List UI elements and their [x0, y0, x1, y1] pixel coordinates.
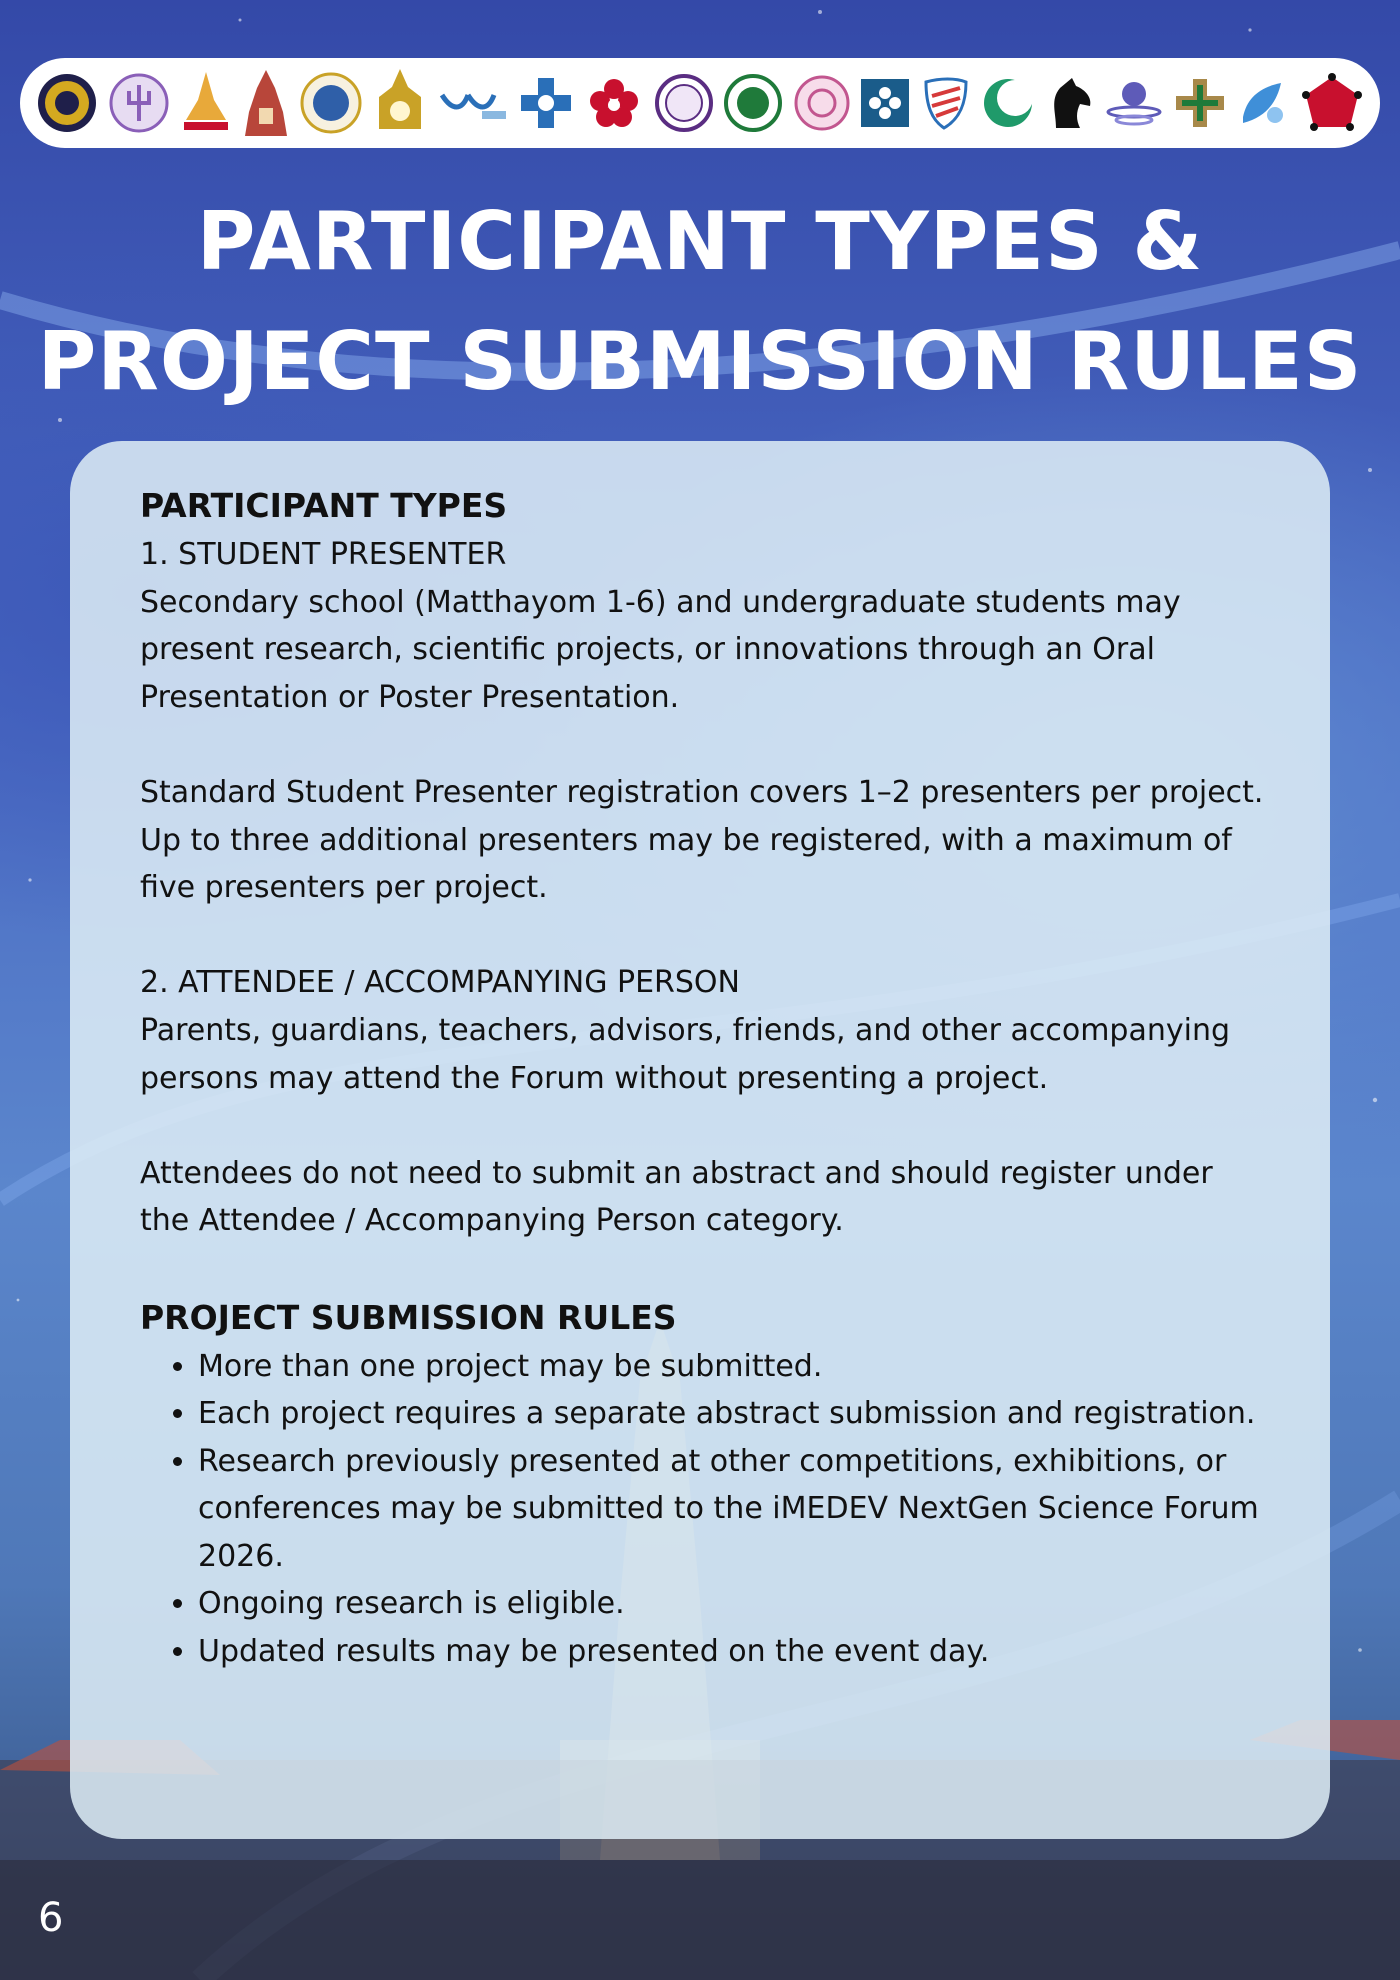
planet-rings-icon	[1105, 78, 1163, 128]
rule-list-item: • Updated results may be presented on the event day.	[198, 1628, 1270, 1676]
square-flower-icon	[861, 79, 909, 127]
horse-head-icon	[1046, 76, 1094, 130]
page-number: 6	[38, 1895, 64, 1941]
rule-list-item: • More than one project may be submitted.	[198, 1343, 1270, 1391]
stupa-emblem-icon	[180, 70, 232, 136]
student-presenter-paragraph-1: Secondary school (Matthayom 1-6) and undergraduate students may present research, scientific projects, or innovations through an Oral Presentation or Poster Presentation.	[140, 584, 1181, 715]
student-presenter-heading: 1. STUDENT PRESENTER	[140, 537, 507, 572]
gold-cross-icon	[1174, 77, 1226, 129]
green-crescent-icon	[981, 76, 1035, 130]
red-flower-emblem-icon	[584, 73, 644, 133]
partner-logo-bar	[20, 58, 1380, 148]
green-seal-icon	[724, 74, 782, 132]
trident-emblem-icon	[109, 73, 169, 133]
medical-cross-icon	[519, 76, 573, 130]
rule-list-item: • Ongoing research is eligible.	[198, 1580, 1270, 1628]
blue-splash-icon	[1237, 77, 1289, 129]
irem-seal-icon	[655, 74, 713, 132]
striped-shield-icon	[920, 76, 970, 130]
submission-rules-list	[140, 1343, 1270, 1676]
red-molecule-icon	[1300, 73, 1364, 133]
round-seal-icon	[300, 72, 362, 134]
attendee-heading: 2. ATTENDEE / ACCOMPANYING PERSON	[140, 965, 740, 1001]
student-presenter-paragraph-2: Standard Student Presenter registration covers 1–2 presenters per project. Up to three additional presenters may be registered, with a maximum of five presenters per project.	[140, 774, 1264, 906]
page-title-line-2: PROJECT SUBMISSION RULES	[37, 315, 1363, 408]
spacer	[140, 1102, 1270, 1150]
page-title-line-1: PARTICIPANT TYPES &	[196, 195, 1204, 288]
emblem-seal-icon	[36, 72, 98, 134]
rule-list-item: • Each project requires a separate abstract submission and registration.	[198, 1390, 1270, 1438]
spacer	[140, 1245, 1270, 1293]
spacer	[140, 721, 1270, 769]
pagoda-emblem-icon	[243, 68, 289, 138]
attendee-paragraph-1: Parents, guardians, teachers, advisors, friends, and other accompanying persons may attend the Forum without presenting a project.	[140, 1012, 1231, 1096]
pmu-b-logo-icon	[438, 81, 508, 125]
content-card	[70, 441, 1330, 1839]
submission-rules-heading: PROJECT SUBMISSION RULES	[140, 1297, 677, 1337]
rule-list-item: • Research previously presented at other competitions, exhibitions, or conferences may be submitted to the iMEDEV NextGen Science Forum 2026.	[198, 1438, 1270, 1581]
crown-emblem-icon	[373, 67, 427, 139]
attendee-paragraph-2: Attendees do not need to submit an abstract and should register under the Attendee / Accompanying Person category.	[140, 1155, 1213, 1239]
pink-seal-icon	[794, 75, 850, 131]
page-title	[0, 182, 1400, 422]
participant-types-heading: PARTICIPANT TYPES	[140, 486, 508, 525]
spacer	[140, 912, 1270, 960]
